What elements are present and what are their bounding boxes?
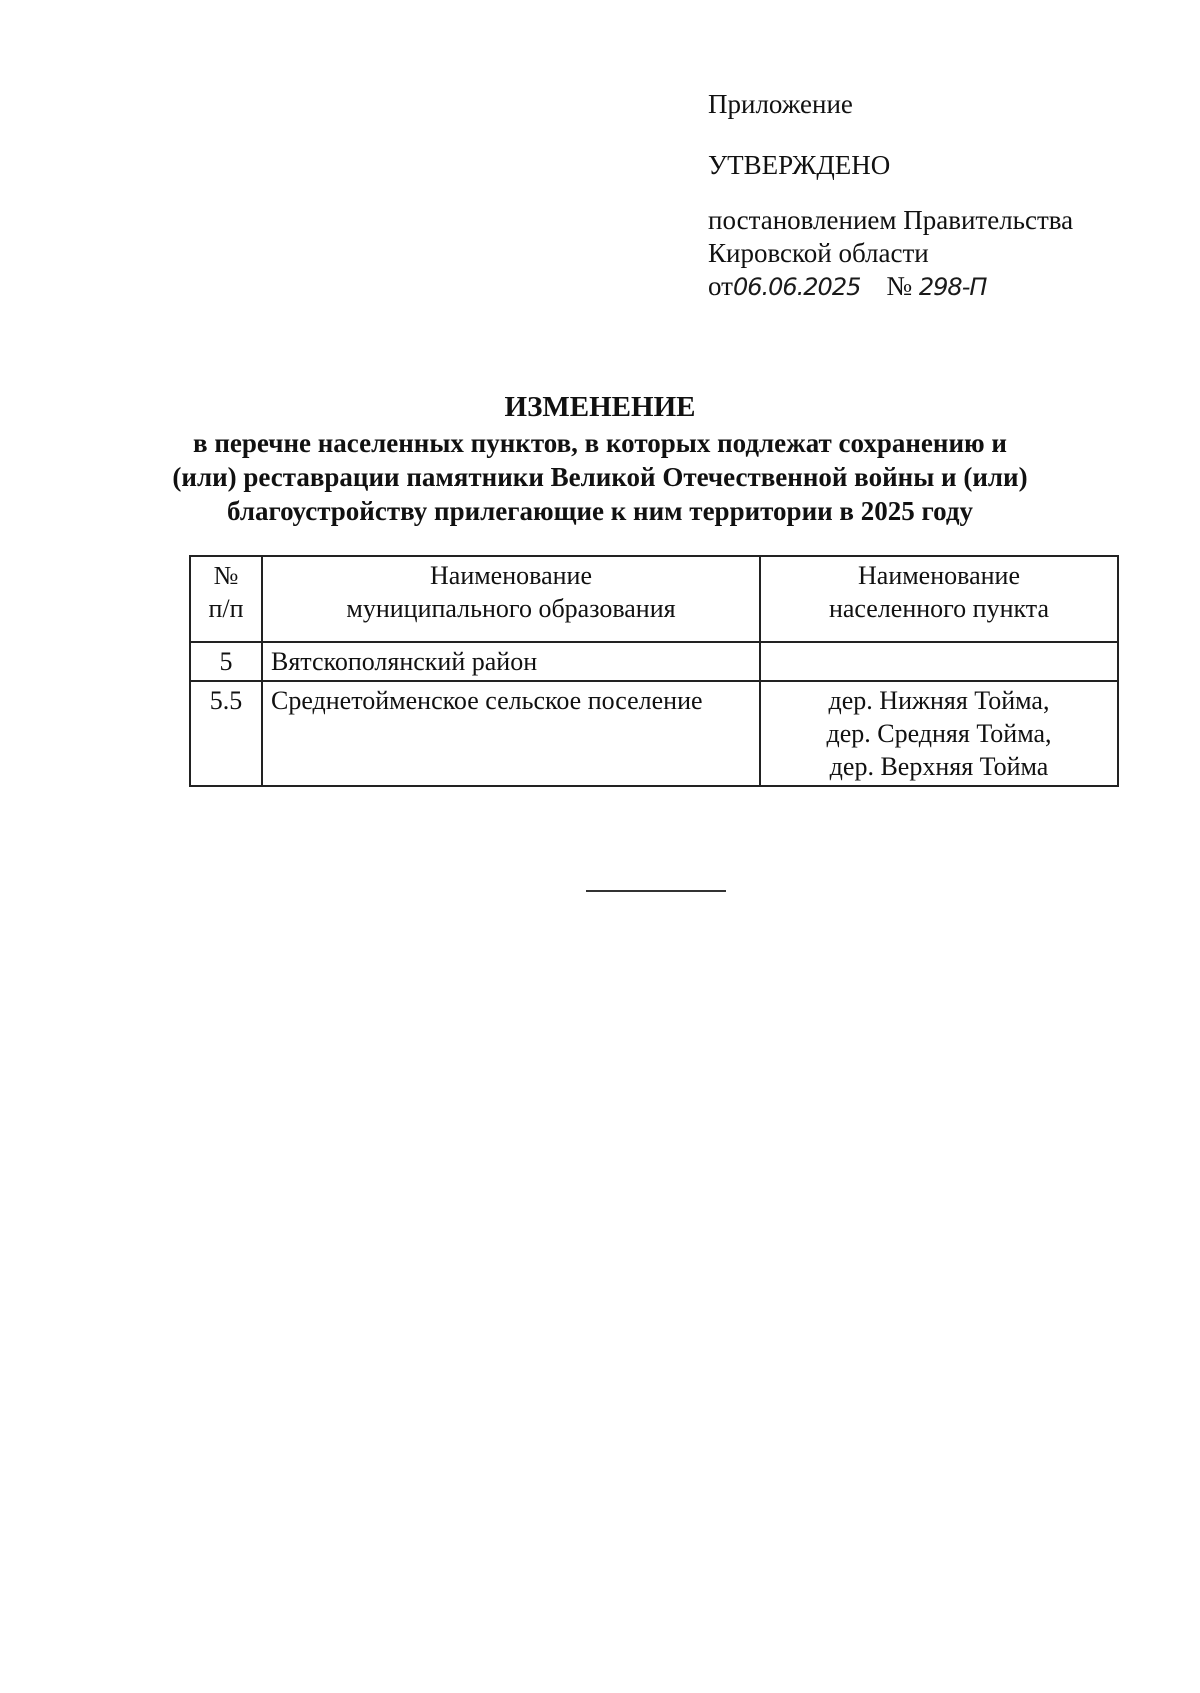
table-row — [190, 681, 1118, 786]
header-number — [190, 556, 262, 642]
handwritten-number: 298-П — [918, 273, 987, 301]
header-number-line-2: п/п — [208, 594, 244, 623]
row-number: 5 — [190, 642, 262, 681]
settlement-item: дер. Верхняя Тойма — [829, 752, 1049, 781]
document-heading — [100, 390, 1100, 528]
header-settlement-line-1: Наименование — [858, 561, 1020, 590]
settlements-table — [189, 555, 1119, 787]
annex-label: Приложение — [708, 89, 853, 119]
header-municipality — [262, 556, 760, 642]
closing-rule — [586, 890, 726, 892]
row-municipality: Среднетойменское сельское поселение — [262, 681, 760, 786]
document-title: ИЗМЕНЕНИЕ — [504, 391, 696, 423]
header-municipality-line-1: Наименование — [430, 561, 592, 590]
table-row — [190, 642, 1118, 681]
number-prefix: № — [886, 271, 913, 301]
row-municipality: Вятскополянский район — [262, 642, 760, 681]
heading-line-2: (или) реставрации памятники Великой Отечественной войны и (или) — [172, 462, 1028, 492]
heading-line-1: в перечне населенных пунктов, в которых подлежат сохранению и — [193, 428, 1007, 458]
decree-date-number — [708, 270, 1073, 304]
row-settlements — [760, 642, 1118, 681]
settlement-item: дер. Нижняя Тойма, — [828, 686, 1050, 715]
approval-block — [708, 88, 1073, 304]
settlement-item: дер. Средняя Тойма, — [826, 719, 1052, 748]
date-prefix: от — [708, 271, 733, 301]
table-header-row — [190, 556, 1118, 642]
decree-line-1: постановлением Правительства — [708, 205, 1074, 235]
handwritten-date: 06.06.2025 — [732, 273, 861, 301]
row-settlements — [760, 681, 1118, 786]
header-municipality-line-2: муниципального образования — [346, 594, 676, 623]
approved-label: УТВЕРЖДЕНО — [708, 150, 891, 180]
header-settlement — [760, 556, 1118, 642]
row-number: 5.5 — [190, 681, 262, 786]
header-settlement-line-2: населенного пункта — [828, 594, 1050, 623]
heading-line-3: благоустройству прилегающие к ним территории в 2025 году — [227, 496, 973, 526]
header-number-line-1: № — [213, 561, 239, 590]
decree-line-2: Кировской области — [708, 238, 929, 268]
